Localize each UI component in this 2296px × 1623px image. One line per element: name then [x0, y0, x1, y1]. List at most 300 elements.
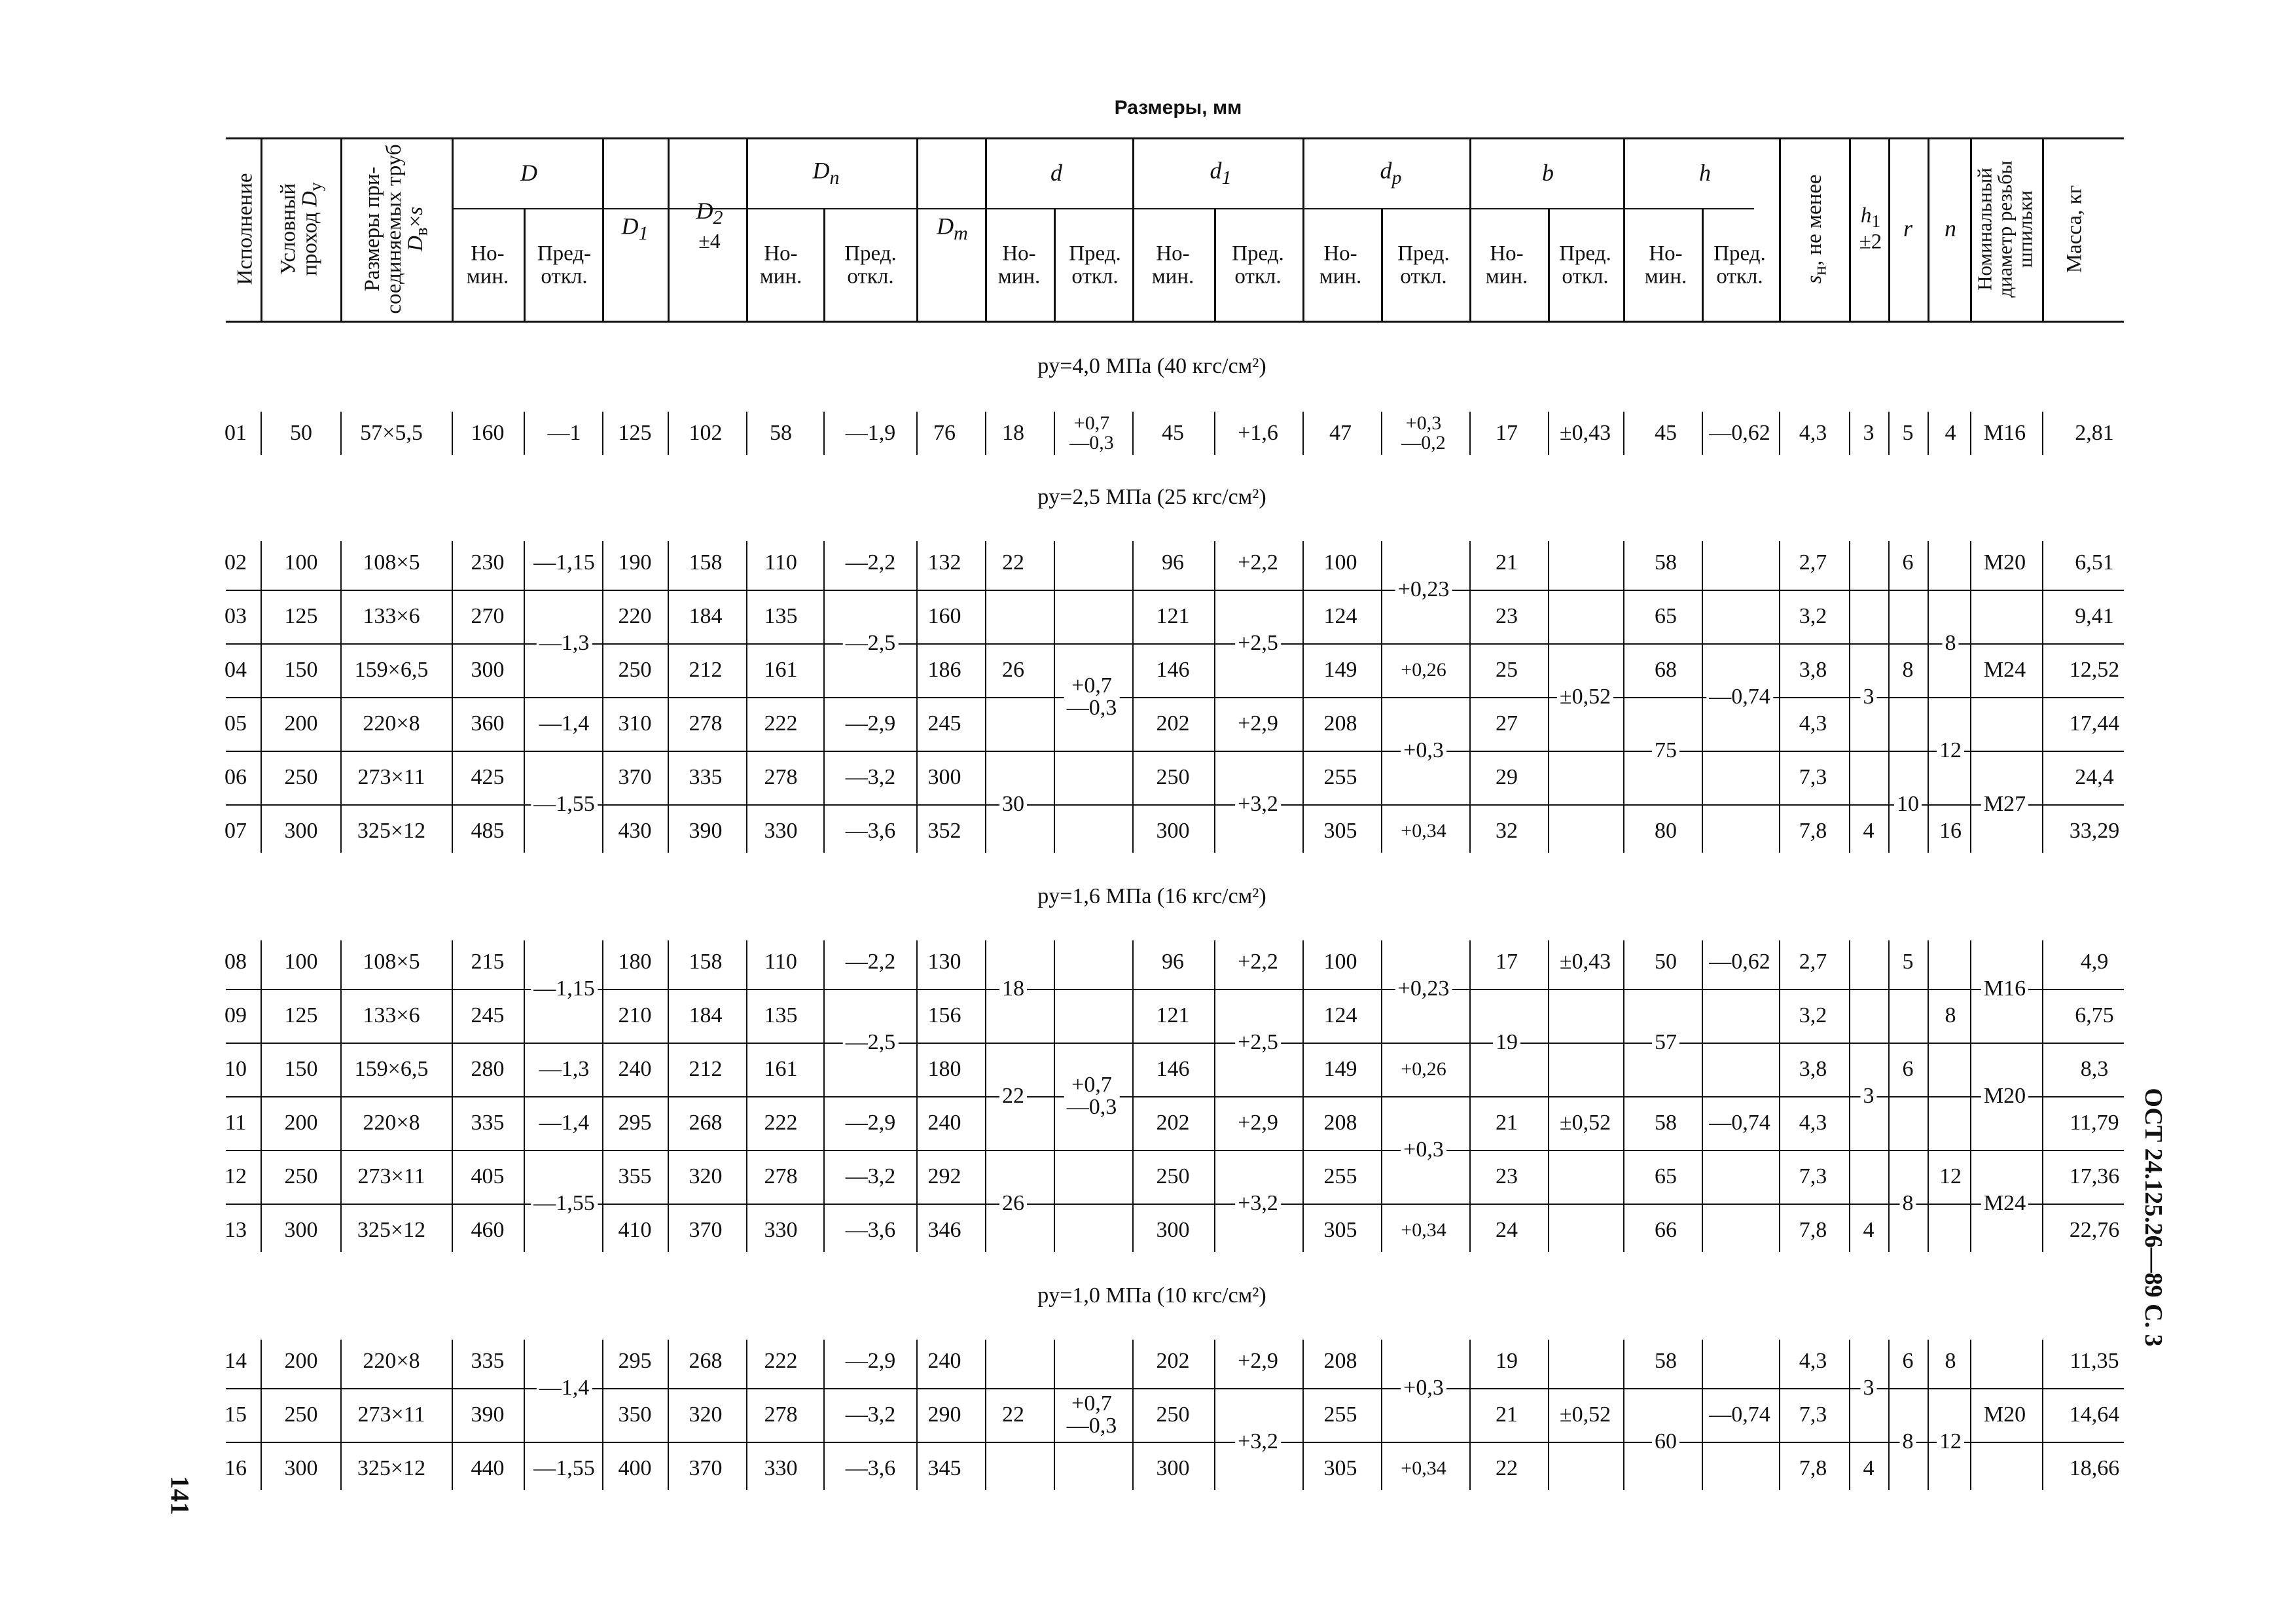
cell-merged-dp-dev: +0,23: [1395, 579, 1452, 601]
header-col-separator: [452, 139, 454, 321]
cell-D: 300: [471, 658, 505, 682]
cell-r: 8: [1902, 658, 1914, 682]
cell-d1: 250: [1156, 1164, 1190, 1188]
cell-D1: 190: [618, 550, 652, 575]
cell-truba: 325×12: [357, 819, 426, 843]
cell-dp-dev: +0,26: [1401, 659, 1446, 681]
cell-merged-r: 8: [1900, 1431, 1916, 1453]
cell-sn: 4,3: [1799, 1349, 1827, 1373]
cell-dy: 125: [284, 1003, 318, 1027]
cell-dy: 100: [284, 950, 318, 974]
row-col-separator: [1548, 412, 1549, 455]
cell-Dn: 330: [764, 1456, 798, 1480]
cell-D1: 355: [618, 1164, 652, 1188]
cell-merged-d: 30: [999, 793, 1027, 815]
cell-merged-h: 57: [1652, 1031, 1679, 1054]
header-D-nomin: Но- мин.: [466, 241, 509, 288]
cell-isp: 10: [224, 1057, 247, 1081]
cell-Dn: 110: [764, 950, 797, 974]
cell-truba: 159×6,5: [354, 658, 429, 682]
cell-d1: 202: [1156, 1349, 1190, 1373]
cell-merged-h: 60: [1652, 1431, 1679, 1453]
cell-merged-b-dev: ±0,52: [1557, 686, 1613, 708]
cell-Dn-dev: —2,9: [845, 1349, 896, 1373]
cell-b: 17: [1496, 421, 1518, 445]
cell-truba: 273×11: [357, 1402, 425, 1427]
header-col-separator: [1970, 139, 1972, 321]
cell-mass: 2,81: [2075, 421, 2114, 445]
cell-sn: 4,3: [1799, 421, 1827, 445]
header-h-nomin: Но- мин.: [1644, 241, 1687, 288]
cell-isp: 15: [224, 1402, 247, 1427]
cell-sn: 2,7: [1799, 950, 1827, 974]
cell-d: 18: [1002, 421, 1024, 445]
cell-Dn-dev: —2,2: [845, 950, 896, 974]
cell-D1: 430: [618, 819, 652, 843]
row-col-separator: [1702, 412, 1703, 455]
row-col-separator: [452, 412, 453, 455]
cell-D: 390: [471, 1402, 505, 1427]
cell-b: 29: [1496, 765, 1518, 789]
header-col-separator: [1888, 139, 1890, 321]
row-col-separator: [1779, 412, 1780, 455]
cell-h1: 4: [1863, 1218, 1874, 1242]
cell-truba: 273×11: [357, 1164, 425, 1188]
cell-dp: 208: [1323, 1111, 1357, 1135]
cell-mass: 22,76: [2069, 1218, 2120, 1242]
row-col-separator: [668, 1340, 669, 1490]
cell-D: 360: [471, 711, 505, 736]
row-col-separator: [340, 412, 342, 455]
cell-Dn: 278: [764, 1164, 798, 1188]
cell-merged-d1-dev: +2,5: [1235, 1031, 1281, 1054]
row-separator: [226, 1096, 2124, 1097]
cell-merged-n: 12: [1937, 740, 1964, 762]
cell-isp: 13: [224, 1218, 247, 1242]
header-d1-nomin: Но- мин.: [1151, 241, 1194, 288]
cell-Dm: 160: [927, 604, 961, 628]
cell-Dn-dev: —2,9: [845, 1111, 896, 1135]
cell-sn: 4,3: [1799, 1111, 1827, 1135]
row-col-separator: [985, 1340, 986, 1490]
row-col-separator: [1623, 1340, 1624, 1490]
cell-Dn: 330: [764, 1218, 798, 1242]
row-col-separator: [1381, 412, 1382, 455]
cell-merged-n: 12: [1937, 1166, 1964, 1188]
row-col-separator: [1928, 412, 1929, 455]
row-col-separator: [1214, 412, 1215, 455]
cell-dp: 149: [1323, 1057, 1357, 1081]
cell-b: 22: [1496, 1456, 1518, 1480]
cell-D1: 240: [618, 1057, 652, 1081]
cell-D2: 320: [689, 1402, 723, 1427]
row-col-separator: [602, 1340, 603, 1490]
cell-sn: 7,3: [1799, 765, 1827, 789]
cell-D: 270: [471, 604, 505, 628]
cell-thread: М20: [1983, 550, 2026, 575]
cell-mass: 14,64: [2069, 1402, 2120, 1427]
row-separator: [226, 1150, 2124, 1151]
cell-isp: 12: [224, 1164, 247, 1188]
cell-d1: 300: [1156, 1456, 1190, 1480]
cell-merged-dp-dev: +0,3: [1401, 740, 1446, 762]
cell-D2: 370: [689, 1456, 723, 1480]
cell-D1: 295: [618, 1349, 652, 1373]
row-separator: [226, 1442, 2124, 1443]
cell-Dn-dev: —3,6: [845, 819, 896, 843]
header-dp-nomin: Но- мин.: [1319, 241, 1362, 288]
row-col-separator: [524, 412, 525, 455]
cell-D2: 184: [689, 604, 723, 628]
cell-dy: 50: [290, 421, 312, 445]
header-h: h: [1699, 160, 1711, 187]
cell-truba: 220×8: [363, 1349, 420, 1373]
cell-Dm: 300: [927, 765, 961, 789]
row-col-separator: [916, 1340, 918, 1490]
cell-D1: 220: [618, 604, 652, 628]
cell-D2: 278: [689, 711, 723, 736]
cell-Dn-dev: —2,2: [845, 550, 896, 575]
cell-thread: М16: [1983, 421, 2026, 445]
cell-D2: 370: [689, 1218, 723, 1242]
cell-D2: 102: [689, 421, 723, 445]
header-col-separator: [1469, 139, 1471, 321]
cell-Dn: 110: [764, 550, 797, 575]
cell-d1: 96: [1162, 550, 1184, 575]
header-bottom-rule: [226, 321, 2124, 323]
header-col-separator: [1702, 209, 1704, 321]
cell-Dn: 330: [764, 819, 798, 843]
cell-merged-h-dev: —0,74: [1706, 686, 1773, 708]
header-b: b: [1542, 160, 1554, 187]
header-Dn-pred: Пред. откл.: [844, 241, 897, 288]
cell-d1: 146: [1156, 1057, 1190, 1081]
cell-Dn: 278: [764, 1402, 798, 1427]
row-col-separator: [452, 1340, 453, 1490]
cell-truba: 108×5: [363, 550, 420, 575]
cell-D-dev: —1,4: [539, 711, 590, 736]
cell-dp: 208: [1323, 1349, 1357, 1373]
row-separator: [226, 590, 2124, 591]
cell-isp: 04: [224, 658, 247, 682]
cell-mass: 17,44: [2069, 711, 2120, 736]
cell-sn: 3,2: [1799, 1003, 1827, 1027]
header-col-separator: [1302, 139, 1304, 321]
row-col-separator: [1888, 412, 1890, 455]
header-col-separator: [1214, 209, 1216, 321]
cell-d1: 250: [1156, 1402, 1190, 1427]
row-separator: [226, 989, 2124, 990]
cell-Dn: 161: [764, 658, 798, 682]
header-col-separator: [746, 139, 748, 321]
cell-isp: 08: [224, 950, 247, 974]
cell-merged-d1-dev: +3,2: [1235, 1431, 1281, 1453]
cell-isp: 05: [224, 711, 247, 736]
cell-mass: 11,79: [2070, 1111, 2119, 1135]
header-col-separator: [985, 139, 987, 321]
cell-b: 21: [1496, 1111, 1518, 1135]
cell-D2: 212: [689, 1057, 723, 1081]
cell-d1: 96: [1162, 950, 1184, 974]
cell-n: 8: [1945, 1349, 1956, 1373]
cell-dy: 150: [284, 658, 318, 682]
cell-dy: 250: [284, 765, 318, 789]
cell-dp-dev: +0,3 —0,2: [1401, 412, 1446, 454]
cell-d1-dev: +2,2: [1238, 950, 1278, 974]
header-col-separator: [916, 139, 918, 321]
cell-Dn-dev: —3,6: [845, 1218, 896, 1242]
cell-dy: 300: [284, 1456, 318, 1480]
cell-truba: 159×6,5: [354, 1057, 429, 1081]
cell-D1: 410: [618, 1218, 652, 1242]
row-col-separator: [260, 1340, 262, 1490]
header-razmery-trub: Размеры при-соединяемых труб $D_в\times s$: [360, 144, 431, 314]
header-top-rule: [226, 137, 2124, 139]
cell-merged-h-dev: —0,74: [1706, 1404, 1773, 1426]
cell-isp: 16: [224, 1456, 247, 1480]
row-col-separator: [1381, 1340, 1382, 1490]
cell-isp: 02: [224, 550, 247, 575]
row-col-separator: [1302, 412, 1304, 455]
cell-D1: 400: [618, 1456, 652, 1480]
cell-D-dev: —1,3: [539, 1057, 590, 1081]
cell-truba: 133×6: [363, 604, 420, 628]
cell-b: 32: [1496, 819, 1518, 843]
cell-merged-r: 6: [1900, 1058, 1916, 1080]
cell-merged-n: 12: [1937, 1431, 1964, 1453]
cell-dy: 125: [284, 604, 318, 628]
cell-merged-dp-dev: +0,23: [1395, 978, 1452, 1000]
cell-Dn-dev: —3,2: [845, 1164, 896, 1188]
cell-d1: 202: [1156, 711, 1190, 736]
cell-merged-thread: М20: [1981, 1085, 2028, 1107]
header-col-separator: [1623, 139, 1625, 321]
row-col-separator: [1214, 1340, 1215, 1490]
cell-h: 66: [1655, 1218, 1677, 1242]
cell-sn: 7,8: [1799, 1456, 1827, 1480]
cell-truba: 220×8: [363, 1111, 420, 1135]
cell-d1: 250: [1156, 765, 1190, 789]
cell-D: 425: [471, 765, 505, 789]
cell-merged-b: 19: [1493, 1031, 1520, 1054]
cell-dp: 255: [1323, 1164, 1357, 1188]
cell-h-dev: —0,74: [1709, 1111, 1770, 1135]
cell-h-dev: —0,62: [1709, 421, 1770, 445]
cell-D: 160: [471, 421, 505, 445]
row-separator: [226, 804, 2124, 806]
cell-dy: 200: [284, 711, 318, 736]
cell-d: 22: [1002, 550, 1024, 575]
cell-Dm: 245: [927, 711, 961, 736]
section-title: pу=4,0 МПа (40 кгс/см²): [1037, 354, 1266, 378]
cell-b: 24: [1496, 1218, 1518, 1242]
cell-truba: 325×12: [357, 1456, 426, 1480]
cell-Dn: 222: [764, 711, 798, 736]
header-h-pred: Пред. откл.: [1713, 241, 1766, 288]
cell-b: 21: [1496, 550, 1518, 575]
row-col-separator: [2042, 412, 2043, 455]
cell-truba: 325×12: [357, 1218, 426, 1242]
cell-D: 440: [471, 1456, 505, 1480]
cell-dp: 255: [1323, 1402, 1357, 1427]
header-d: d: [1050, 160, 1062, 187]
table-caption: Размеры, мм: [1114, 97, 1242, 118]
cell-merged-d1-dev: +3,2: [1235, 1192, 1281, 1215]
cell-D: 280: [471, 1057, 505, 1081]
header-col-separator: [823, 209, 825, 321]
cell-D1: 180: [618, 950, 652, 974]
cell-D2: 158: [689, 950, 723, 974]
cell-truba: 220×8: [363, 711, 420, 736]
cell-Dm: 130: [927, 950, 961, 974]
cell-r: 6: [1902, 1349, 1914, 1373]
cell-Dn: 161: [764, 1057, 798, 1081]
row-separator: [226, 643, 2124, 645]
header-d1-pred: Пред. откл.: [1232, 241, 1284, 288]
cell-truba: 133×6: [363, 1003, 420, 1027]
cell-dp: 100: [1323, 950, 1357, 974]
section-title: pу=1,0 МПа (10 кгс/см²): [1037, 1283, 1266, 1308]
cell-Dm: 290: [927, 1402, 961, 1427]
cell-dp: 100: [1323, 550, 1357, 575]
cell-h: 65: [1655, 604, 1677, 628]
cell-merged-b-dev: ±0,52: [1557, 1404, 1613, 1426]
cell-Dm: 345: [927, 1456, 961, 1480]
header-col-separator: [602, 139, 604, 321]
cell-D-dev: —1,55: [533, 1456, 595, 1480]
cell-merged-thread: М20: [1981, 1404, 2028, 1426]
header-col-separator: [340, 139, 342, 321]
cell-D1: 350: [618, 1402, 652, 1427]
cell-dy: 200: [284, 1349, 318, 1373]
cell-r: 5: [1902, 950, 1914, 974]
cell-mass: 17,36: [2069, 1164, 2120, 1188]
header-uslovny-prohod: Условный проход $D_у$: [276, 182, 326, 276]
cell-isp: 06: [224, 765, 247, 789]
cell-d1-dev: +2,9: [1238, 1349, 1278, 1373]
cell-h: 45: [1655, 421, 1677, 445]
header-d-pred: Пред. откл.: [1069, 241, 1121, 288]
cell-Dn-dev: —2,9: [845, 711, 896, 736]
cell-b: 17: [1496, 950, 1518, 974]
cell-Dm: 76: [933, 421, 956, 445]
cell-merged-h1: 3: [1861, 1377, 1877, 1399]
row-separator: [226, 1388, 2124, 1389]
cell-merged-d-dev: +0,7 —0,3: [1064, 1393, 1120, 1437]
cell-Dn: 135: [764, 1003, 798, 1027]
header-col-separator: [1054, 209, 1056, 321]
cell-d1: 45: [1162, 421, 1184, 445]
cell-D1: 310: [618, 711, 652, 736]
cell-merged-d: 22: [999, 1404, 1027, 1426]
cell-D: 335: [471, 1349, 505, 1373]
cell-dy: 250: [284, 1402, 318, 1427]
cell-merged-d1-dev: +2,5: [1235, 632, 1281, 654]
row-col-separator: [1849, 412, 1850, 455]
cell-D1: 370: [618, 765, 652, 789]
cell-Dn: 58: [770, 421, 792, 445]
cell-merged-r: 8: [1900, 1192, 1916, 1215]
header-Dn-nomin: Но- мин.: [759, 241, 802, 288]
header-h1: $h_1$ ±2: [1859, 204, 1882, 254]
row-separator: [226, 697, 2124, 698]
row-col-separator: [1302, 1340, 1304, 1490]
row-col-separator: [1888, 1340, 1890, 1490]
cell-dp: 305: [1323, 1218, 1357, 1242]
row-col-separator: [1928, 1340, 1929, 1490]
cell-h: 58: [1655, 550, 1677, 575]
cell-D-dev: —1,15: [533, 550, 595, 575]
header-sn: $s_н$, не менее: [1802, 174, 1830, 284]
row-col-separator: [1132, 412, 1134, 455]
header-D: D: [520, 160, 537, 187]
header-b-nomin: Но- мин.: [1485, 241, 1528, 288]
cell-isp: 03: [224, 604, 247, 628]
cell-merged-dp-dev: +0,3: [1401, 1139, 1446, 1161]
cell-mass: 12,52: [2069, 658, 2120, 682]
cell-sn: 7,8: [1799, 1218, 1827, 1242]
cell-d1: 300: [1156, 1218, 1190, 1242]
cell-mass: 6,51: [2075, 550, 2114, 575]
cell-h: 58: [1655, 1111, 1677, 1135]
cell-truba: 57×5,5: [360, 421, 423, 445]
row-col-separator: [746, 1340, 747, 1490]
header-col-separator: [1548, 209, 1550, 321]
row-col-separator: [916, 412, 918, 455]
cell-dy: 300: [284, 819, 318, 843]
cell-dp: 208: [1323, 711, 1357, 736]
cell-h1: 4: [1863, 819, 1874, 843]
cell-h: 50: [1655, 950, 1677, 974]
cell-Dm: 132: [927, 550, 961, 575]
header-r: r: [1903, 215, 1913, 242]
row-col-separator: [1469, 412, 1471, 455]
cell-Dm: 186: [927, 658, 961, 682]
cell-d1: 146: [1156, 658, 1190, 682]
cell-sn: 3,8: [1799, 1057, 1827, 1081]
cell-Dm: 346: [927, 1218, 961, 1242]
header-col-separator: [260, 139, 262, 321]
cell-r: 6: [1902, 550, 1914, 575]
header-mid-rule: [452, 208, 1754, 209]
cell-dp: 305: [1323, 1456, 1357, 1480]
cell-dp-dev: +0,26: [1401, 1058, 1446, 1080]
row-col-separator: [1970, 412, 1971, 455]
cell-merged-d1-dev: +3,2: [1235, 793, 1281, 815]
cell-b: 23: [1496, 1164, 1518, 1188]
row-col-separator: [1702, 1340, 1703, 1490]
header-col-separator: [1381, 209, 1383, 321]
header-d-nomin: Но- мин.: [997, 241, 1041, 288]
cell-merged-D-dev: —1,3: [537, 632, 592, 654]
cell-b: 27: [1496, 711, 1518, 736]
cell-merged-d: 18: [999, 978, 1027, 1000]
cell-mass: 18,66: [2069, 1456, 2120, 1480]
cell-Dm: 292: [927, 1164, 961, 1188]
cell-merged-d: 26: [999, 659, 1027, 681]
header-col-separator: [1779, 139, 1781, 321]
cell-d1: 121: [1156, 1003, 1190, 1027]
cell-merged-h: 75: [1652, 740, 1679, 762]
cell-d1-dev: +1,6: [1238, 421, 1278, 445]
cell-d1-dev: +2,9: [1238, 711, 1278, 736]
cell-D: 215: [471, 950, 505, 974]
cell-b: 25: [1496, 658, 1518, 682]
header-D1: $D_1$: [621, 213, 649, 244]
cell-D: 485: [471, 819, 505, 843]
cell-d1-dev: +2,2: [1238, 550, 1278, 575]
cell-D1: 250: [618, 658, 652, 682]
